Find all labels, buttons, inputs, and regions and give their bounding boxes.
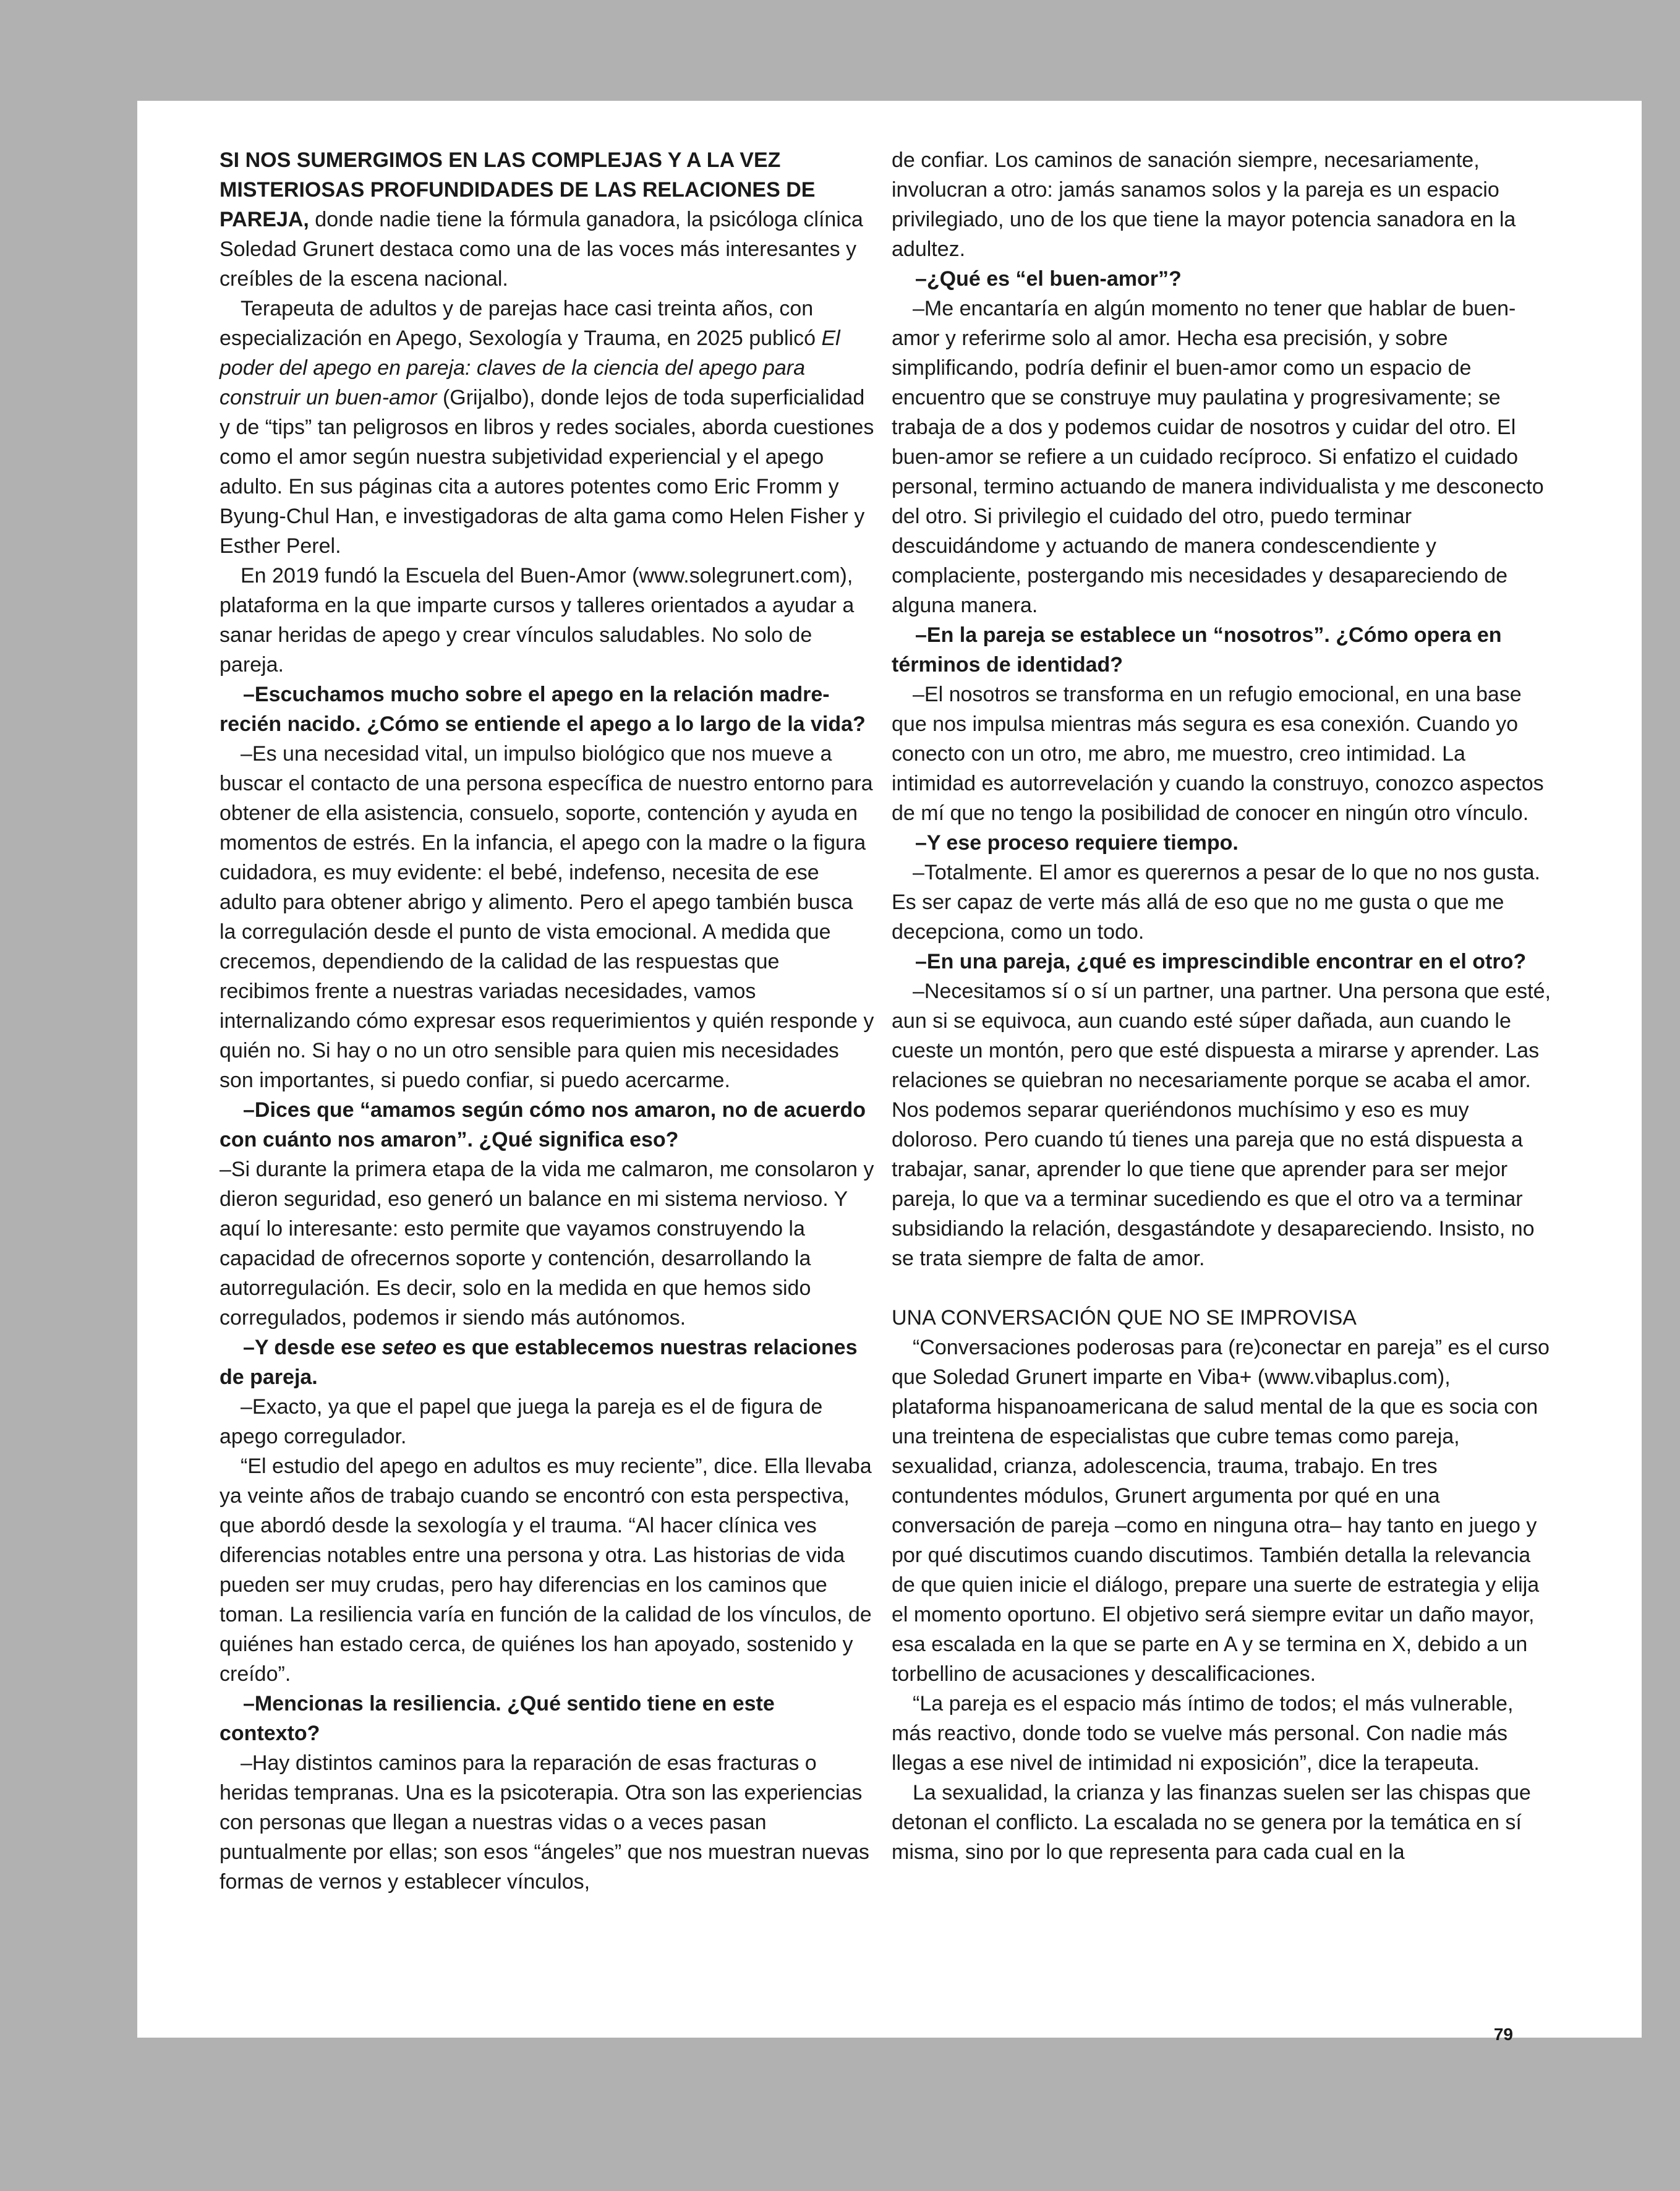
answer-attachment: –Es una necesidad vital, un impulso biológico que nos mueve a buscar el contacto de una persona específica de nuestro entorno para obtener de ella asistencia, consuelo, soporte, contención y ayuda en momentos de estrés. En la infancia, el apego con la madre o la figura cuidadora, es muy evidente: el bebé, indefenso, necesita de ese adulto para obtener abrigo y alimento. Pero el apego también busca la corregulación desde el punto de vista emocional. A medida que crecemos, dependiendo de la calidad de las respuestas que recibimos frente a nuestras variadas necesidades, vamos internalizando cómo expresar esos requerimientos y quién responde y quién no. Si hay o no un otro sensible para quien mis necesidades son importantes, si puedo confiar, si puedo acercarme. (220, 742, 874, 1092)
question-how-we-love: –Dices que “amamos según cómo nos amaron, no de acuerdo con cuánto nos amaron”. ¿Qué significa eso? (220, 1098, 866, 1151)
question-seteo-a: –Y desde ese (243, 1336, 382, 1359)
answer-buen-amor: –Me encantaría en algún momento no tener que hablar de buen-amor y referirme solo al amor. Hecha esa precisión, y sobre simplificando, podría definir el buen-amor como un espacio de encuentro que se construye muy paulatina y progresivamente; se trabaja de a dos y podemos cuidar de nosotros y cuidar del otro. El buen-amor se refiere a un cuidado recíproco. Si enfatizo el cuidado personal, termino actuando de manera individualista y me desconecto del otro. Si privilegio el cuidado del otro, puedo terminar descuidándome y actuando de manera condescendiente y complaciente, postergando mis necesidades y desapareciendo de alguna manera. (892, 297, 1544, 617)
question-resilience: –Mencionas la resiliencia. ¿Qué sentido tiene en este contexto? (220, 1692, 775, 1745)
page-number: 79 (1493, 2025, 1513, 2044)
bio-paragraph (220, 294, 875, 561)
question-seteo-b: es que establecemos nuestras relaciones de pareja. (220, 1336, 858, 1389)
study-paragraph: “El estudio del apego en adultos es muy reciente”, dice. Ella llevaba ya veinte años de trabajo cuando se encontró con esta perspectiva, que abordó desde la sexología y el trauma. “Al hacer clínica ves diferencias notables entre una persona y otra. Las historias de vida pueden ser muy crudas, pero hay diferencias en los caminos que toman. La resiliencia varía en función de la calidad de los vínculos, de quiénes han estado cerca, de quiénes los han apoyado, sostenido y creído”. (220, 1454, 872, 1686)
lead-in-caps: SI NOS SUMERGIMOS EN LAS COMPLEJAS Y A LA VEZ MISTERIOSAS PROFUNDIDADES DE LAS RELACIONES DE PAREJA, (220, 148, 816, 231)
conflict-paragraph: La sexualidad, la crianza y las finanzas suelen ser las chispas que detonan el conflicto. La escalada no se genera por la temática en sí misma, sino por lo que representa para cada cual en la (892, 1781, 1531, 1864)
answer-resilience: –Hay distintos caminos para la reparación de esas fracturas o heridas tempranas. Una es la psicoterapia. Otra son las experiencias con personas que llegan a nuestras vidas o a veces pasan puntualmente por ellas; son esos “ángeles” que nos muestran nuevas formas de vernos y establecer vínculos, (220, 1751, 869, 1894)
question-seteo (220, 1333, 875, 1392)
magazine-page (137, 101, 1642, 2038)
intro-text: donde nadie tiene la fórmula ganadora, la psicóloga clínica Soledad Grunert destaca como una de las voces más interesantes y creíbles de la escena nacional. (220, 208, 863, 291)
question-nosotros: –En la pareja se establece un “nosotros”. ¿Cómo opera en términos de identidad? (892, 623, 1502, 677)
question-buen-amor: –¿Qué es “el buen-amor”? (915, 267, 1182, 291)
bio-text-a: Terapeuta de adultos y de parejas hace casi treinta años, con especialización en Apego, Sexología y Trauma, en 2025 publicó (220, 297, 822, 350)
answer-time: –Totalmente. El amor es querernos a pesar de lo que no nos gusta. Es ser capaz de verte más allá de eso que no me gusta o que me decepciona, como un todo. (892, 861, 1540, 944)
intro-paragraph (220, 145, 875, 294)
course-paragraph: “Conversaciones poderosas para (re)conectar en pareja” es el curso que Soledad Grunert imparte en Viba+ (www.vibaplus.com), plataforma hispanoamericana de salud mental de la que es socia con una treintena de especialistas que cubre temas como pareja, sexualidad, crianza, adolescencia, trauma, trabajo. En tres contundentes módulos, Grunert argumenta por qué en una conversación de pareja –como en ninguna otra– hay tanto en juego y por qué discutimos cuando discutimos. También detalla la relevancia de que quien inicie el diálogo, prepare una suerte de estrategia y elija el momento oportuno. El objetivo será siempre evitar un daño mayor, esa escalada en la que se parte en A y se termina en X, debido a un torbellino de acusaciones y descalificaciones. (892, 1336, 1550, 1686)
question-attachment: –Escuchamos mucho sobre el apego en la relación madre-recién nacido. ¿Cómo se entiende el apego a lo largo de la vida? (220, 683, 866, 736)
answer-seteo: –Exacto, ya que el papel que juega la pareja es el de figura de apego corregulador. (220, 1395, 823, 1448)
left-column (220, 145, 875, 1897)
book-title: El poder del apego en pareja: claves de la ciencia del apego para construir un buen-amor (220, 327, 840, 409)
bio-text-b: (Grijalbo), donde lejos de toda superficialidad y de “tips” tan peligrosos en libros y redes sociales, aborda cuestiones como el amor según nuestra subjetividad experiencial y el apego adulto. En sus páginas cita a autores potentes como Eric Fromm y Byung-Chul Han, e investigadoras de alta gama como Helen Fisher y Esther Perel. (220, 386, 874, 558)
school-paragraph: En 2019 fundó la Escuela del Buen-Amor (www.solegrunert.com), plataforma en la que imparte cursos y talleres orientados a ayudar a sanar heridas de apego y crear vínculos saludables. No solo de pareja. (220, 564, 855, 677)
answer-nosotros: –El nosotros se transforma en un refugio emocional, en una base que nos impulsa mientras más segura es esa conexión. Cuando yo conecto con un otro, me abro, me muestro, creo intimidad. La intimidad es autorrevelación y cuando la construyo, conozco aspectos de mí que no tengo la posibilidad de conocer en ningún otro vínculo. (892, 683, 1544, 825)
answer-essential: –Necesitamos sí o sí un partner, una partner. Una persona que esté, aun si se equivoca, aun cuando esté súper dañada, aun cuando le cueste un montón, pero que esté dispuesta a mirarse y aprender. Las relaciones se quiebran no necesariamente porque se acaba el amor. Nos podemos separar queriéndonos muchísimo y eso es muy doloroso. Pero cuando tú tienes una pareja que no está dispuesta a trabajar, sanar, aprender lo que tiene que aprender para ser mejor pareja, lo que va a terminar sucediendo es que el otro va a terminar subsidiando la relación, desgastándote y desapareciendo. Insisto, no se trata siempre de falta de amor. (892, 980, 1551, 1270)
continued-paragraph: de confiar. Los caminos de sanación siempre, necesariamente, involucran a otro: jamás sanamos solos y la pareja es un espacio privilegiado, uno de los que tiene la mayor potencia sanadora en la adultez. (892, 148, 1516, 261)
question-essential: –En una pareja, ¿qué es imprescindible encontrar en el otro? (915, 950, 1527, 973)
right-column (892, 145, 1552, 1867)
quote-paragraph: “La pareja es el espacio más íntimo de todos; el más vulnerable, más reactivo, donde todo se vuelve más personal. Con nadie más llegas a ese nivel de intimidad ni exposición”, dice la terapeuta. (892, 1692, 1514, 1775)
question-time: –Y ese proceso requiere tiempo. (915, 831, 1239, 855)
section-heading: UNA CONVERSACIÓN QUE NO SE IMPROVISA (892, 1306, 1357, 1330)
answer-how-we-love: –Si durante la primera etapa de la vida me calmaron, me consolaron y dieron seguridad, eso generó un balance en mi sistema nervioso. Y aquí lo interesante: esto permite que vayamos construyendo la capacidad de ofrecernos soporte y contención, desarrollando la autorregulación. Es decir, solo en la medida en que hemos sido corregulados, podemos ir siendo más autónomos. (220, 1158, 874, 1330)
seteo-word: seteo (382, 1336, 437, 1359)
